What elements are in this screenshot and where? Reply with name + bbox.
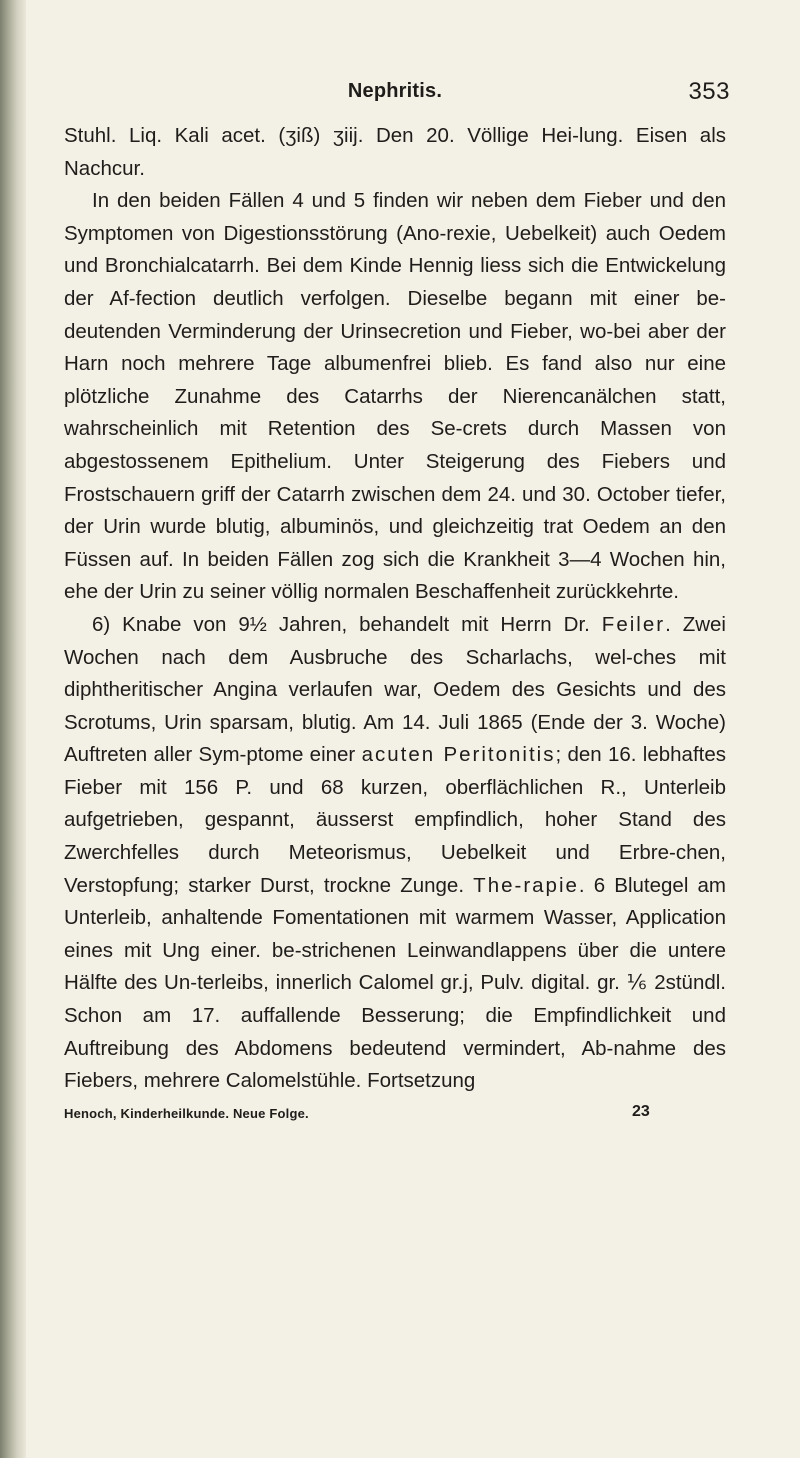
paragraph-2: In den beiden Fällen 4 und 5 finden wir neben dem Fieber und den Symptomen von Digestionsstörung (Ano-rexie, Uebelkeit) auch Oedem und Bronchialcatarrh. Bei dem Kinde Hennig liess sich die Entwickelung der Af-fection deutlich verfolgen. Dieselbe begann mit einer be-deutenden Verminderung der Urinsecretion und Fieber, wo-bei aber der Harn noch mehrere Tage albumenfrei blieb. Es fand also nur eine plötzliche Zunahme des Catarrhs der Nierencanälchen statt, wahrscheinlich mit Retention des Se-crets durch Massen von abgestossenem Epithelium. Unter Steigerung des Fiebers und Frostschauern griff der Catarrh zwischen dem 24. und 30. October tiefer, der Urin wurde blutig, albuminös, und gleichzeitig trat Oedem an den Füssen auf. In beiden Fällen zog sich die Krankheit 3—4 Wochen hin, ehe der Urin zu seiner völlig normalen Beschaffenheit zurückkehrte.: [64, 189, 726, 604]
paragraph-3-part-a: 6) Knabe von 9½ Jahren, behandelt mit Herrn Dr.: [92, 612, 602, 636]
body-text: [64, 120, 726, 1098]
book-page: [64, 78, 730, 1132]
page-number: 353: [688, 78, 730, 105]
sheet-number: 23: [632, 1102, 650, 1120]
physician-name: Feiler: [601, 612, 666, 636]
diagnosis-emphasis: acuten Peritonitis: [361, 743, 556, 767]
printer-signature: Henoch, Kinderheilkunde. Neue Folge.: [64, 1105, 309, 1121]
therapy-heading: The-rapie: [473, 873, 579, 897]
paragraph-3-part-b: . Zwei Wochen nach dem Ausbruche des Scharlachs, wel-ches mit diphtheritischer Angina verlaufen war, Oedem des Gesichts und des Scrotums, Urin sparsam, blutig. Am 14. Juli 1865 (Ende der 3. Woche) Auftreten aller Sym-ptome einer: [64, 612, 726, 767]
paragraph-3-part-c: ; den 16. lebhaftes Fieber mit 156 P. und 68 kurzen, oberflächlichen R., Unterleib aufgetrieben, gespannt, äusserst empfindlich, hoher Stand des Zwerchfelles durch Meteorismus, Uebelkeit und Erbre-chen, Verstopfung; starker Durst, trockne Zunge.: [64, 743, 726, 897]
paragraph-3: [64, 609, 726, 1098]
page-header-title: Nephritis.: [347, 80, 443, 102]
paragraph-3-part-d: . 6 Blutegel am Unterleib, anhaltende Fomentationen mit warmem Wasser, Application eines mit Ung einer. be-strichenen Leinwandlappens über die untere Hälfte des Un-terleibs, innerlich Calomel gr.j, Pulv. digital. gr. ⅙ 2stündl. Schon am 17. auffallende Besserung; die Empfindlichkeit und Auftreibung des Abdomens bedeutend vermindert, Ab-nahme des Fiebers, mehrere Calomelstühle. Fortsetzung: [64, 873, 726, 1093]
running-head: [64, 78, 730, 116]
paragraph-1: Stuhl. Liq. Kali acet. (ʒiß) ʒiij. Den 20. Völlige Hei-lung. Eisen als Nachcur.: [64, 124, 726, 180]
book-spine-shadow: [0, 0, 26, 1458]
page-footer: [64, 1102, 726, 1132]
